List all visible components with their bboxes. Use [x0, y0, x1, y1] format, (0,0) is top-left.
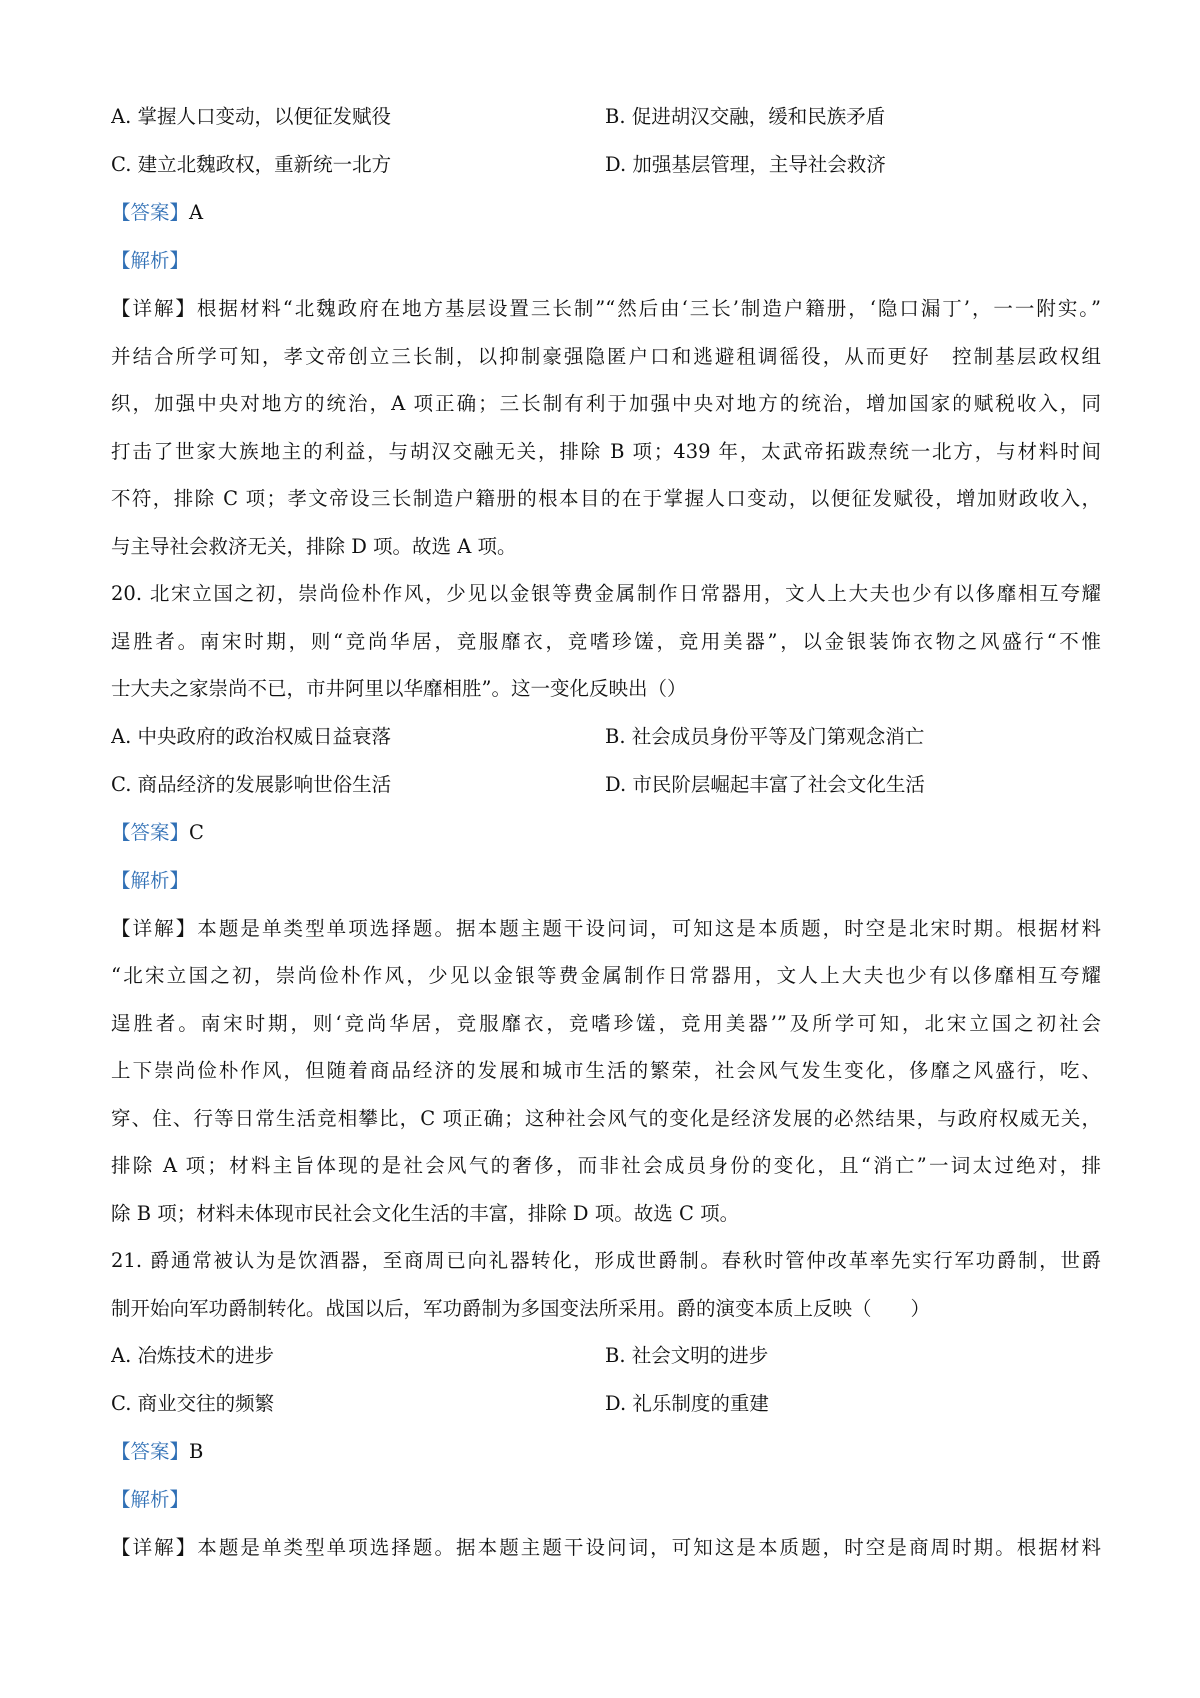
- answer-value: B: [189, 1440, 204, 1463]
- q20-answer: [111, 809, 1101, 857]
- analysis-tag: 【解析】: [111, 249, 190, 272]
- q19-detail-line: 打击了世家大族地主的利益，与胡汉交融无关，排除 B 项；439 年，太武帝拓跋焘统一北方，与材料时间: [111, 439, 1101, 463]
- q21-stem-line: 制开始向军功爵制转化。战国以后，军功爵制为多国变法所采用。爵的演变本质上反映（ ）: [111, 1296, 931, 1320]
- q21-stem-line: 21. 爵通常被认为是饮酒器，至商周已向礼器转化，形成世爵制。春秋时管仲改革率先实行军功爵制，世爵: [111, 1249, 1101, 1272]
- q20-detail-line: 上下崇尚俭朴作风，但随着商品经济的发展和城市生活的繁荣，社会风气发生变化，侈靡之风盛行，吃、: [111, 1059, 1101, 1082]
- detail-text: 根据材料“北魏政府在地方基层设置三长制”“然后由‘三长’制造户籍册，‘隐口漏丁’，一一附实。”: [196, 297, 1101, 320]
- q19-option-a: A. 掌握人口变动，以便征发赋役: [111, 105, 391, 128]
- q19-option-b: B. 促进胡汉交融，缓和民族矛盾: [605, 105, 886, 128]
- q21-options-row-2: [111, 1380, 1101, 1428]
- q21-option-c: C. 商业交往的频繁: [111, 1392, 275, 1415]
- q21-option-b: B. 社会文明的进步: [605, 1344, 769, 1367]
- q21-options-row-1: [111, 1332, 1101, 1380]
- document-page: [111, 93, 1101, 1572]
- q20-detail-line: 除 B 项；材料未体现市民社会文化生活的丰富，排除 D 项。故选 C 项。: [111, 1201, 740, 1225]
- q19-detail-line: 并结合所学可知，孝文帝创立三长制，以抑制豪强隐匿户口和逃避租调徭役，从而更好 控制基层政权组: [111, 344, 1101, 368]
- answer-value: A: [189, 201, 204, 224]
- q20-stem-line: 士大夫之家崇尚不已，市井阿里以华靡相胜”。这一变化反映出（）: [111, 677, 687, 700]
- q20-options-row-1: [111, 713, 1101, 761]
- q21-option-d: D. 礼乐制度的重建: [605, 1392, 769, 1415]
- q20-detail-line: 穿、住、行等日常生活竞相攀比，C 项正确；这种社会风气的变化是经济发展的必然结果，与政府权威无关，: [111, 1106, 1101, 1130]
- q20-stem-line: 20. 北宋立国之初，崇尚俭朴作风，少见以金银等费金属制作日常器用，文人上大夫也少有以侈靡相互夸耀: [111, 582, 1101, 605]
- q20-option-c: C. 商品经济的发展影响世俗生活: [111, 772, 392, 796]
- detail-tag: 【详解】: [111, 916, 198, 940]
- answer-tag: 【答案】: [111, 820, 190, 844]
- q20-option-d: D. 市民阶层崛起丰富了社会文化生活: [605, 772, 925, 796]
- q19-detail-line: 织，加强中央对地方的统治，A 项正确；三长制有利于加强中央对地方的统治，增加国家的赋税收入，同: [111, 392, 1101, 415]
- q21-option-a: A. 冶炼技术的进步: [111, 1344, 274, 1367]
- q21-detail-line: [111, 1524, 1101, 1572]
- analysis-tag: 【解析】: [111, 868, 190, 892]
- q19-detail-line: 与主导社会救济无关，排除 D 项。故选 A 项。: [111, 534, 517, 558]
- detail-tag: 【详解】: [111, 297, 197, 320]
- answer-value: C: [189, 820, 204, 844]
- q20-option-b: B. 社会成员身份平等及门第观念消亡: [605, 724, 925, 748]
- q19-option-d: D. 加强基层管理，主导社会救济: [605, 153, 886, 176]
- q20-options-row-2: [111, 761, 1101, 809]
- q20-detail-line: 排除 A 项；材料主旨体现的是社会风气的奢侈，而非社会成员身份的变化，且“消亡”一词太过绝对，排: [111, 1154, 1101, 1177]
- q20-detail-line: “北宋立国之初，崇尚俭朴作风，少见以金银等费金属制作日常器用，文人上大夫也少有以侈靡相互夸耀: [111, 964, 1101, 987]
- q21-analysis: [111, 1476, 1101, 1524]
- detail-tag: 【详解】: [111, 1536, 198, 1559]
- detail-text: 本题是单类型单项选择题。据本题主题干设问词，可知这是本质题，时空是北宋时期。根据材料: [197, 916, 1101, 940]
- q19-options-row-2: [111, 141, 1101, 189]
- q19-answer: [111, 189, 1101, 237]
- q19-option-c: C. 建立北魏政权，重新统一北方: [111, 153, 392, 176]
- q19-analysis: [111, 237, 1101, 285]
- q19-detail-line: [111, 285, 1101, 333]
- q20-detail-line: [111, 905, 1101, 953]
- answer-tag: 【答案】: [111, 201, 190, 224]
- q20-analysis: [111, 857, 1101, 905]
- q21-answer: [111, 1428, 1101, 1476]
- detail-text: 本题是单类型单项选择题。据本题主题干设问词，可知这是本质题，时空是商周时期。根据材料: [197, 1536, 1101, 1559]
- q19-options-row-1: [111, 93, 1101, 141]
- analysis-tag: 【解析】: [111, 1488, 190, 1511]
- answer-tag: 【答案】: [111, 1440, 190, 1463]
- q20-stem-line: 逞胜者。南宋时期，则“竞尚华居，竞服靡衣，竞嗜珍馐，竞用美器”，以金银装饰衣物之风盛行“不惟: [111, 629, 1101, 653]
- q19-detail-line: 不符，排除 C 项；孝文帝设三长制造户籍册的根本目的在于掌握人口变动，以便征发赋役，增加财政收入，: [111, 487, 1101, 510]
- q20-detail-line: 逞胜者。南宋时期，则‘竞尚华居，竞服靡衣，竞嗜珍馐，竞用美器’”及所学可知，北宋立国之初社会: [111, 1011, 1101, 1035]
- q20-option-a: A. 中央政府的政治权威日益衰落: [111, 724, 391, 748]
